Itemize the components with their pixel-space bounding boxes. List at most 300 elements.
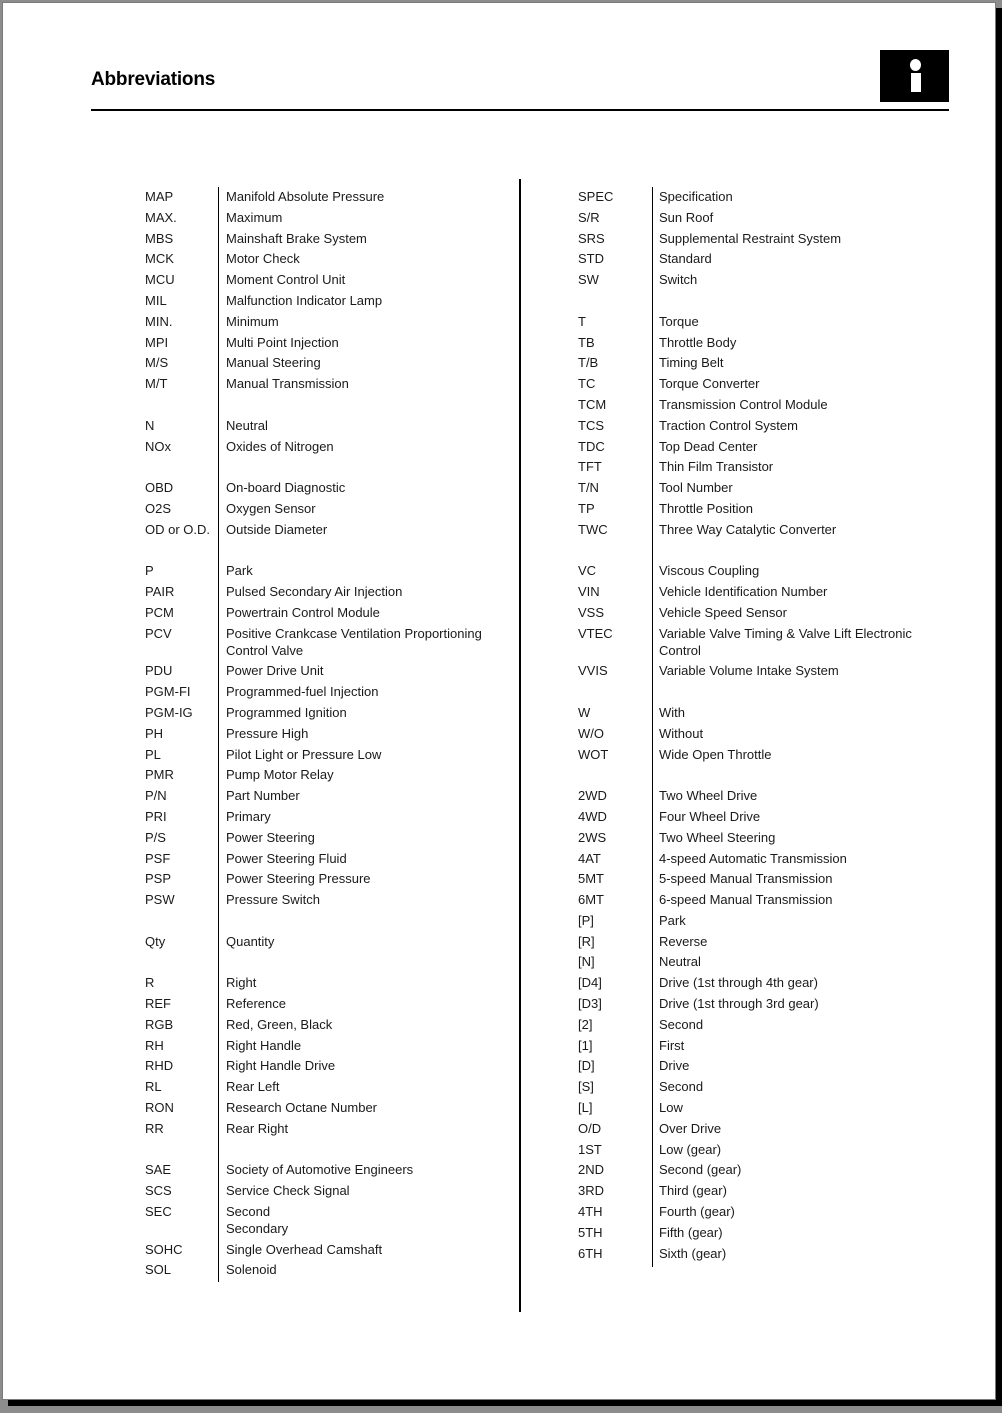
abbreviation-row — [578, 869, 949, 890]
abbreviation-term: NOx — [145, 438, 171, 454]
definition-line: Pressure Switch — [226, 892, 320, 908]
abbreviation-row — [145, 682, 516, 703]
abbreviation-term: O/D — [578, 1120, 602, 1136]
abbreviation-definition — [226, 314, 516, 331]
definition-line: Standard — [659, 251, 712, 267]
abbreviation-term: PGM-FI — [145, 684, 191, 700]
abbreviation-definition — [226, 1183, 516, 1200]
abbreviation-term: TCM — [578, 396, 607, 412]
abbreviation-term: TP — [578, 500, 595, 516]
abbreviation-term: P/S — [145, 829, 166, 845]
section-spacer — [145, 1140, 516, 1161]
abbreviation-definition — [226, 1017, 516, 1034]
definition-line: Second — [659, 1016, 704, 1032]
abbreviation-definition — [659, 934, 949, 951]
abbreviation-row — [578, 312, 949, 333]
abbreviation-definition — [659, 1121, 949, 1138]
abbreviation-definition — [659, 705, 949, 722]
abbreviation-term: 1ST — [578, 1141, 602, 1157]
abbreviation-term: M/S — [145, 355, 169, 371]
abbreviation-definition — [659, 605, 949, 622]
definition-line: Programmed-fuel Injection — [226, 684, 379, 700]
abbreviation-term: VSS — [578, 604, 605, 620]
abbreviation-term: MCU — [145, 272, 175, 288]
abbreviation-definition — [226, 809, 516, 826]
definition-line: 4-speed Automatic Transmission — [659, 850, 847, 866]
abbreviation-term: 2WD — [578, 788, 607, 804]
abbreviation-definition — [226, 210, 516, 227]
abbreviation-term: TFT — [578, 459, 602, 475]
abbreviation-term: [R] — [578, 933, 595, 949]
definition-line: Reference — [226, 996, 286, 1012]
abbreviation-row — [145, 1098, 516, 1119]
abbreviation-term: T — [578, 313, 586, 329]
abbreviation-term: R — [145, 975, 155, 991]
section-spacer — [145, 541, 516, 562]
abbreviation-definition — [659, 1204, 949, 1221]
abbreviation-definition — [659, 871, 949, 888]
abbreviation-definition — [659, 480, 949, 497]
section-spacer — [145, 911, 516, 932]
abbreviation-term: S/R — [578, 209, 600, 225]
abbreviation-row — [145, 561, 516, 582]
definition-line: 6-speed Manual Transmission — [659, 892, 833, 908]
abbreviation-row — [145, 520, 516, 541]
definition-line: Oxygen Sensor — [226, 500, 316, 516]
abbreviation-term: MPI — [145, 334, 169, 350]
definition-line: Manual Transmission — [226, 376, 349, 392]
abbreviation-row — [578, 849, 949, 870]
definition-line: Red, Green, Black — [226, 1016, 333, 1032]
definition-line: Park — [226, 563, 253, 579]
definition-line: Motor Check — [226, 251, 300, 267]
abbreviation-term: SW — [578, 272, 599, 288]
abbreviation-term: SAE — [145, 1162, 172, 1178]
definition-line: Power Steering — [226, 829, 315, 845]
abbreviation-list-right — [578, 187, 949, 1264]
abbreviation-definition — [226, 1058, 516, 1075]
abbreviation-term: PMR — [145, 767, 174, 783]
abbreviation-term: RON — [145, 1100, 174, 1116]
abbreviation-row — [578, 270, 949, 291]
definition-line: Supplemental Restraint System — [659, 230, 842, 246]
abbreviation-row — [145, 603, 516, 624]
abbreviation-term: SRS — [578, 230, 605, 246]
abbreviation-definition — [659, 189, 949, 206]
abbreviation-definition — [659, 272, 949, 289]
abbreviation-definition — [226, 663, 516, 680]
abbreviation-definition — [659, 1038, 949, 1055]
definition-line: Neutral — [659, 954, 701, 970]
abbreviation-definition — [226, 1262, 516, 1279]
section-spacer — [145, 457, 516, 478]
definition-line: Torque Converter — [659, 376, 760, 392]
abbreviation-row — [578, 1056, 949, 1077]
abbreviation-definition — [226, 788, 516, 805]
abbreviation-row — [145, 624, 516, 662]
abbreviation-row — [578, 353, 949, 374]
abbreviation-row — [145, 1015, 516, 1036]
abbreviation-definition — [659, 522, 949, 539]
definition-line: Pilot Light or Pressure Low — [226, 746, 382, 762]
abbreviation-row — [145, 416, 516, 437]
abbreviation-definition — [226, 418, 516, 435]
info-icon-stem — [911, 73, 921, 92]
definition-line: Two Wheel Steering — [659, 829, 776, 845]
abbreviation-definition — [226, 1079, 516, 1096]
abbreviation-row — [145, 932, 516, 953]
definition-line: Moment Control Unit — [226, 272, 346, 288]
abbreviation-row — [145, 1056, 516, 1077]
definition-line: Rear Left — [226, 1079, 280, 1095]
abbreviation-definition — [226, 705, 516, 722]
abbreviation-row — [145, 291, 516, 312]
definition-line: Specification — [659, 189, 733, 204]
abbreviation-term: 2ND — [578, 1162, 605, 1178]
abbreviation-term: N — [145, 417, 155, 433]
definition-line: Transmission Control Module — [659, 396, 828, 412]
abbreviation-term: TC — [578, 376, 596, 392]
abbreviation-term: MBS — [145, 230, 174, 246]
abbreviation-definition — [226, 1204, 516, 1238]
definition-line: Manual Steering — [226, 355, 321, 371]
definition-line: Torque — [659, 313, 699, 329]
definition-line: Research Octane Number — [226, 1100, 378, 1116]
abbreviation-term: RGB — [145, 1016, 174, 1032]
abbreviation-term: SPEC — [578, 189, 614, 204]
abbreviation-term: P/N — [145, 788, 167, 804]
abbreviation-row — [145, 1119, 516, 1140]
definition-line: Powertrain Control Module — [226, 604, 380, 620]
abbreviation-term: SOHC — [145, 1241, 183, 1257]
definition-line: Control — [659, 642, 701, 658]
abbreviation-row — [578, 890, 949, 911]
abbreviation-definition — [226, 1121, 516, 1138]
abbreviation-term: T/B — [578, 355, 599, 371]
abbreviation-term: 6TH — [578, 1245, 603, 1261]
abbreviation-term: SOL — [145, 1262, 172, 1278]
abbreviation-definition — [226, 1038, 516, 1055]
abbreviation-row — [578, 603, 949, 624]
abbreviation-term: TCS — [578, 417, 604, 433]
abbreviation-term: VIN — [578, 584, 600, 600]
definition-line: Throttle Position — [659, 500, 753, 516]
abbreviation-term: TDC — [578, 438, 605, 454]
abbreviation-row — [578, 1036, 949, 1057]
abbreviation-row — [145, 745, 516, 766]
definition-line: Sun Roof — [659, 209, 714, 225]
definition-line: Four Wheel Drive — [659, 808, 761, 824]
abbreviation-definition — [659, 1058, 949, 1075]
abbreviation-term: PDU — [145, 663, 173, 679]
abbreviation-term: MAP — [145, 189, 174, 204]
abbreviation-term: PH — [145, 725, 164, 741]
abbreviation-definition — [226, 189, 516, 206]
abbreviation-row — [578, 478, 949, 499]
abbreviation-definition — [226, 996, 516, 1013]
definition-line: Drive (1st through 4th gear) — [659, 975, 818, 991]
abbreviation-definition — [659, 314, 949, 331]
abbreviation-row — [578, 457, 949, 478]
definition-line: Pressure High — [226, 725, 309, 741]
abbreviation-definition — [659, 954, 949, 971]
abbreviation-term: MAX. — [145, 209, 177, 225]
abbreviation-definition — [659, 251, 949, 268]
abbreviation-row — [145, 229, 516, 250]
definition-line: Sixth (gear) — [659, 1245, 727, 1261]
abbreviation-term: [L] — [578, 1100, 593, 1116]
abbreviation-row — [145, 703, 516, 724]
abbreviation-term: MIL — [145, 292, 167, 308]
abbreviation-row — [145, 828, 516, 849]
definition-line: Power Drive Unit — [226, 663, 324, 679]
definition-line: Viscous Coupling — [659, 563, 760, 579]
abbreviation-definition — [226, 480, 516, 497]
abbreviation-definition — [659, 975, 949, 992]
abbreviation-term: OBD — [145, 480, 174, 496]
abbreviation-term: PRI — [145, 808, 167, 824]
abbreviation-term: MIN. — [145, 313, 173, 329]
definition-line: Solenoid — [226, 1262, 277, 1278]
abbreviation-row — [578, 828, 949, 849]
abbreviation-row — [145, 333, 516, 354]
abbreviation-row — [145, 724, 516, 745]
definition-line: Drive (1st through 3rd gear) — [659, 996, 819, 1012]
definition-line: Second — [659, 1079, 704, 1095]
abbreviation-row — [578, 1077, 949, 1098]
abbreviation-row — [578, 437, 949, 458]
abbreviation-definition — [226, 726, 516, 743]
abbreviation-definition — [659, 830, 949, 847]
section-spacer — [578, 291, 949, 312]
abbreviation-row — [578, 624, 949, 662]
definition-line: Vehicle Identification Number — [659, 584, 828, 600]
abbreviation-row — [578, 499, 949, 520]
definition-line: First — [659, 1037, 685, 1053]
abbreviation-row — [145, 1202, 516, 1240]
abbreviation-term: [1] — [578, 1037, 593, 1053]
abbreviation-row — [145, 249, 516, 270]
definition-line: Quantity — [226, 933, 275, 949]
abbreviation-definition — [659, 584, 949, 601]
abbreviation-definition — [226, 251, 516, 268]
definition-line: Manifold Absolute Pressure — [226, 189, 385, 204]
abbreviation-definition — [659, 626, 949, 660]
abbreviation-term: [N] — [578, 954, 595, 970]
abbreviation-row — [578, 333, 949, 354]
abbreviation-definition — [659, 355, 949, 372]
page-title: Abbreviations — [91, 69, 216, 90]
definition-line: Over Drive — [659, 1120, 722, 1136]
abbreviation-term: PL — [145, 746, 161, 762]
definition-line: Oxides of Nitrogen — [226, 438, 334, 454]
abbreviation-row — [578, 703, 949, 724]
abbreviation-definition — [659, 335, 949, 352]
abbreviation-definition — [659, 397, 949, 414]
definition-line: Right — [226, 975, 257, 991]
abbreviation-row — [145, 353, 516, 374]
section-spacer — [145, 395, 516, 416]
abbreviation-row — [578, 1244, 949, 1265]
definition-line: Power Steering Fluid — [226, 850, 347, 866]
abbreviation-definition — [226, 1242, 516, 1259]
abbreviation-row — [145, 786, 516, 807]
abbreviation-term: 5MT — [578, 871, 604, 887]
abbreviation-definition — [659, 1246, 949, 1263]
abbreviation-term: PCM — [145, 604, 174, 620]
abbreviation-definition — [659, 1183, 949, 1200]
definition-line: Low (gear) — [659, 1141, 722, 1157]
abbreviation-row — [578, 911, 949, 932]
abbreviation-row — [145, 1260, 516, 1281]
abbreviation-term: 6MT — [578, 892, 604, 908]
definition-line: Park — [659, 912, 686, 928]
abbreviation-definition — [226, 335, 516, 352]
definition-line: Traction Control System — [659, 417, 798, 433]
abbreviation-row — [578, 724, 949, 745]
abbreviation-definition — [659, 418, 949, 435]
abbreviation-term: O2S — [145, 500, 172, 516]
abbreviation-definition — [226, 563, 516, 580]
abbreviation-row — [578, 1160, 949, 1181]
definition-line: Mainshaft Brake System — [226, 230, 367, 246]
abbreviation-term: Qty — [145, 933, 166, 949]
abbreviation-row — [145, 890, 516, 911]
abbreviation-definition — [659, 563, 949, 580]
definition-line: Minimum — [226, 313, 279, 329]
abbreviation-definition — [226, 376, 516, 393]
abbreviation-row — [578, 661, 949, 682]
abbreviation-definition — [226, 522, 516, 539]
definition-line: Part Number — [226, 788, 300, 804]
abbreviation-definition — [659, 663, 949, 680]
abbreviation-row — [145, 312, 516, 333]
abbreviation-definition — [659, 376, 949, 393]
definition-line: Drive — [659, 1058, 690, 1074]
abbreviation-definition — [226, 605, 516, 622]
definition-line: Primary — [226, 808, 271, 824]
abbreviation-definition — [659, 851, 949, 868]
abbreviation-term: P — [145, 563, 154, 579]
abbreviation-definition — [226, 830, 516, 847]
definition-line: Service Check Signal — [226, 1183, 350, 1199]
abbreviation-row — [145, 374, 516, 395]
definition-line: Without — [659, 725, 704, 741]
abbreviation-definition — [659, 459, 949, 476]
abbreviation-row — [578, 374, 949, 395]
definition-line: Pump Motor Relay — [226, 767, 334, 783]
definition-line: Top Dead Center — [659, 438, 758, 454]
abbreviation-term: TWC — [578, 521, 608, 537]
abbreviation-term: RH — [145, 1037, 164, 1053]
definition-line: Positive Crankcase Ventilation Proportioning — [226, 625, 482, 641]
abbreviation-row — [145, 187, 516, 208]
definition-line: Vehicle Speed Sensor — [659, 604, 787, 620]
abbreviation-row — [578, 1015, 949, 1036]
abbreviation-row — [578, 1098, 949, 1119]
definition-line: Malfunction Indicator Lamp — [226, 292, 383, 308]
abbreviation-term: 3RD — [578, 1183, 605, 1199]
abbreviation-definition — [659, 1225, 949, 1242]
definition-line: Variable Volume Intake System — [659, 663, 839, 679]
abbreviation-row — [145, 270, 516, 291]
abbreviation-definition — [226, 293, 516, 310]
definition-line: Two Wheel Drive — [659, 788, 758, 804]
abbreviation-row — [145, 1077, 516, 1098]
abbreviation-row — [145, 208, 516, 229]
info-icon — [880, 50, 949, 102]
abbreviation-term: T/N — [578, 480, 599, 496]
abbreviation-term: 4AT — [578, 850, 601, 866]
abbreviation-row — [145, 869, 516, 890]
abbreviation-row — [578, 1181, 949, 1202]
abbreviation-row — [145, 499, 516, 520]
section-spacer — [578, 765, 949, 786]
definition-line: Rear Right — [226, 1120, 289, 1136]
abbreviation-row — [145, 661, 516, 682]
abbreviation-term: VTEC — [578, 625, 613, 641]
abbreviation-term: PSW — [145, 892, 175, 908]
abbreviation-row — [578, 745, 949, 766]
abbreviation-definition — [226, 1162, 516, 1179]
definition-line: Tool Number — [659, 480, 733, 496]
abbreviation-row — [578, 807, 949, 828]
abbreviation-definition — [226, 626, 516, 660]
definition-line: Society of Automotive Engineers — [226, 1162, 414, 1178]
column-divider — [519, 179, 521, 1312]
definition-line: Reverse — [659, 933, 708, 949]
definition-line: Third (gear) — [659, 1183, 727, 1199]
definition-line: Right Handle — [226, 1037, 302, 1053]
abbreviation-term: VC — [578, 563, 597, 579]
abbreviation-row — [145, 849, 516, 870]
abbreviation-term: RHD — [145, 1058, 174, 1074]
abbreviation-definition — [226, 871, 516, 888]
definition-line: Thin Film Transistor — [659, 459, 774, 475]
abbreviation-definition — [226, 355, 516, 372]
document-page — [2, 2, 996, 1400]
abbreviation-definition — [659, 1100, 949, 1117]
abbreviation-row — [578, 416, 949, 437]
abbreviation-row — [578, 1202, 949, 1223]
abbreviation-row — [145, 478, 516, 499]
abbreviation-term: VVIS — [578, 663, 608, 679]
abbreviation-term: 2WS — [578, 829, 607, 845]
abbreviation-term: PAIR — [145, 584, 175, 600]
abbreviation-term: M/T — [145, 376, 168, 392]
abbreviation-term: [D3] — [578, 996, 602, 1012]
abbreviation-definition — [659, 913, 949, 930]
abbreviation-term: PCV — [145, 625, 172, 641]
abbreviation-row — [578, 249, 949, 270]
abbreviation-definition — [226, 851, 516, 868]
abbreviation-definition — [659, 439, 949, 456]
definition-line: Timing Belt — [659, 355, 724, 371]
abbreviation-definition — [226, 1100, 516, 1117]
abbreviation-term: [D4] — [578, 975, 602, 991]
abbreviation-definition — [659, 892, 949, 909]
abbreviation-row — [145, 582, 516, 603]
abbreviation-term: REF — [145, 996, 171, 1012]
definition-line: Three Way Catalytic Converter — [659, 521, 837, 537]
abbreviation-term: 4WD — [578, 808, 607, 824]
abbreviation-row — [578, 1140, 949, 1161]
abbreviation-definition — [226, 684, 516, 701]
abbreviation-term: [D] — [578, 1058, 595, 1074]
abbreviation-definition — [226, 231, 516, 248]
abbreviation-definition — [226, 767, 516, 784]
abbreviation-row — [578, 229, 949, 250]
